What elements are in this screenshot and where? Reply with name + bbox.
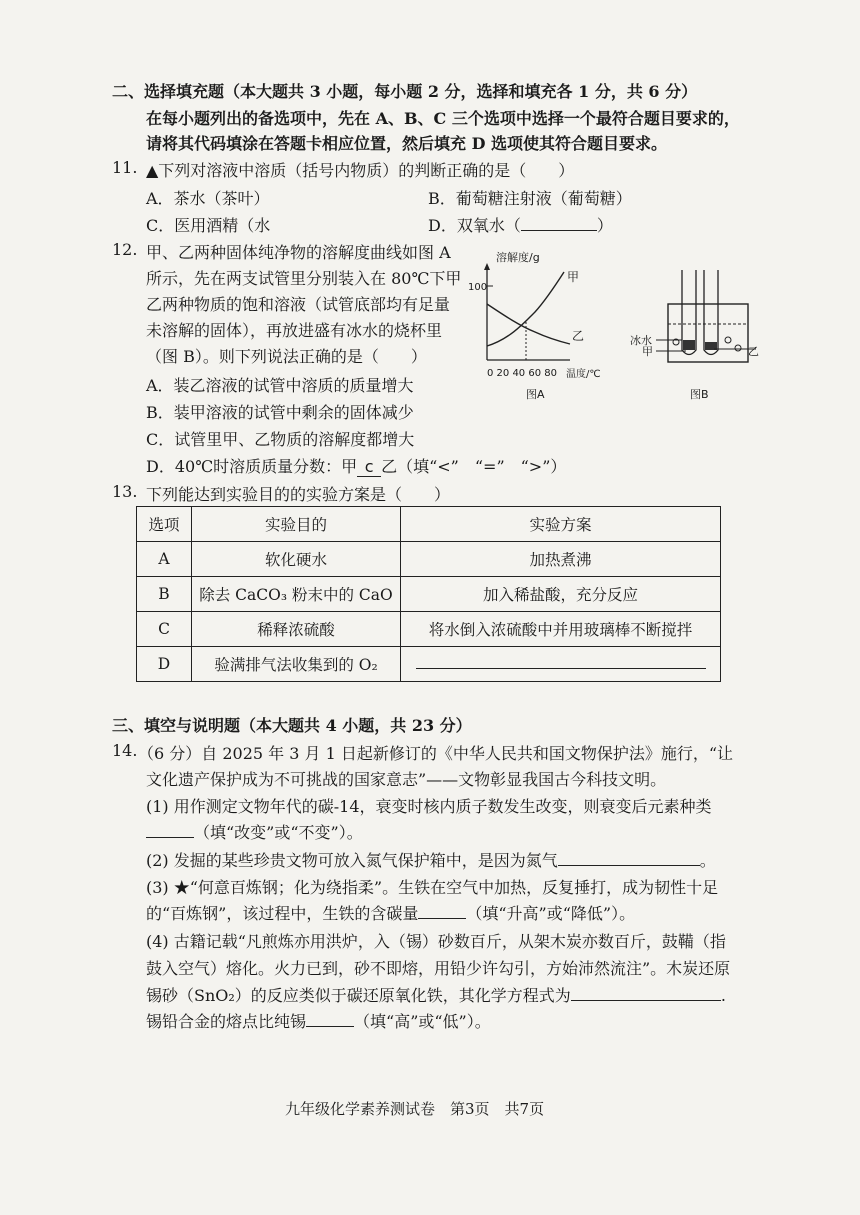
- graph-a-ylabel: 溶解度/g: [496, 251, 540, 264]
- q12-line-2: 所示，先在两支试管里分别装入在 80℃下甲: [146, 269, 462, 288]
- q14-part1-line1: (1) 用作测定文物年代的碳-14，衰变时核内质子数发生改变，则衰变后元素种类: [146, 797, 712, 816]
- section2-instruction-2: 请将其代码填涂在答题卡相应位置，然后填充 D 选项使其符合题目要求。: [146, 134, 668, 153]
- q14-part2: (2) 发掘的某些珍贵文物可放入氮气保护箱中，是因为氮气 。: [146, 851, 716, 870]
- q14-part3-suffix: （填“升高”或“降低”）。: [466, 904, 636, 923]
- q13-answer-blank[interactable]: [416, 667, 706, 669]
- q14-part4-text: 锡砂（SnO₂）的反应类似于碳还原氧化铁，其化学方程式为: [146, 986, 571, 1005]
- graph-a-caption: 图A: [526, 388, 545, 401]
- table-cell-plan: 加热煮沸: [401, 542, 721, 577]
- q14-part4-line2: 鼓入空气）熔化。火力已到，砂不即熔，用铅少许勾引，方始沛然流注”。木炭还原: [146, 959, 731, 978]
- table-header-purpose: 实验目的: [192, 507, 401, 542]
- q12-option-a: A．装乙溶液的试管中溶质的质量增大: [146, 376, 414, 395]
- ice-cube-3: [735, 345, 741, 351]
- q14-part1-line2: [146, 820, 363, 843]
- table-row: [137, 577, 721, 612]
- q14-part4-line1: (4) 古籍记载“凡煎炼亦用洪炉，入（锡）砂数百斤，从架木炭亦数百斤，鼓鞴（指: [146, 932, 726, 951]
- table-row: [137, 542, 721, 577]
- graph-a-label-jia: 甲: [567, 270, 580, 284]
- q11-stem: ▲下列对溶液中溶质（括号内物质）的判断正确的是（ ）: [146, 161, 575, 180]
- q12-line-1: 甲、乙两种固体纯净物的溶解度曲线如图 A: [146, 243, 451, 262]
- graph-a-y-arrow: [484, 263, 490, 270]
- section3-heading: 三、填空与说明题（本大题共 4 小题，共 23 分）: [112, 716, 472, 735]
- table-cell-plan-blank[interactable]: [401, 647, 721, 682]
- q13-number: 13.: [112, 482, 138, 501]
- q12-line-3: 乙两种物质的饱和溶液（试管底部均有足量: [146, 295, 451, 314]
- q12-line-4: 未溶解的固体），再放进盛有冰水的烧杯里: [146, 321, 443, 340]
- q11-option-c: C．医用酒精（水: [146, 216, 271, 235]
- table-header-option: 选项: [137, 507, 192, 542]
- table-cell-option: A: [137, 542, 192, 577]
- q14-part3-text: 的“百炼钢”，该过程中，生铁的含碳量: [146, 904, 419, 923]
- q11-answer-blank[interactable]: [521, 229, 597, 231]
- q12-option-c: C．试管里甲、乙物质的溶解度都增大: [146, 430, 415, 449]
- table-cell-plan: 将水倒入浓硫酸中并用玻璃棒不断搅拌: [401, 612, 721, 647]
- table-row: [137, 647, 721, 682]
- solid-jia: [683, 340, 695, 350]
- q14-number: 14.: [112, 741, 138, 760]
- table-cell-option: D: [137, 647, 192, 682]
- experiment-table: [136, 506, 721, 682]
- q11-option-d: [428, 213, 613, 236]
- table-cell-purpose: 验满排气法收集到的 O₂: [192, 647, 401, 682]
- q11-option-b: B．葡萄糖注射液（葡萄糖）: [428, 189, 632, 208]
- test-tube-figure-b: [628, 262, 763, 407]
- section2-heading: 二、选择填充题（本大题共 3 小题，每小题 2 分，选择和填充各 1 分，共 6 分）: [112, 82, 698, 101]
- q12-option-d-prefix: D．40℃时溶质质量分数：甲: [146, 457, 358, 476]
- q14-part3-blank[interactable]: [418, 917, 466, 919]
- q14-part4-melting-text: 锡铅合金的熔点比纯锡: [146, 1012, 307, 1031]
- q14-part4-suffix: （填“高”或“低”）。: [354, 1012, 491, 1031]
- q12-option-d: [146, 454, 566, 477]
- table-cell-purpose: 稀释浓硫酸: [192, 612, 401, 647]
- figure-b-caption: 图B: [690, 388, 709, 401]
- solubility-graph-a: [468, 244, 630, 409]
- q12-option-b: B．装甲溶液的试管中剩余的固体减少: [146, 403, 414, 422]
- q11-option-a: A．茶水（茶叶）: [146, 189, 270, 208]
- table-cell-option: C: [137, 612, 192, 647]
- q12-line-5: （图 B）。则下列说法正确的是（ ）: [146, 347, 427, 366]
- table-cell-purpose: 除去 CaCO₃ 粉末中的 CaO: [192, 577, 401, 612]
- q12-number: 12.: [112, 240, 138, 259]
- table-header-row: [137, 507, 721, 542]
- table-cell-option: B: [137, 577, 192, 612]
- graph-a-curve-yi: [487, 304, 570, 344]
- table-cell-plan: 加入稀盐酸，充分反应: [401, 577, 721, 612]
- q14-part3-line2: [146, 901, 635, 924]
- figure-b-label-jia: 甲: [642, 345, 653, 358]
- q14-part4-melting-blank[interactable]: [306, 1025, 354, 1027]
- ice-cube-2: [725, 337, 731, 343]
- graph-a-label-yi: 乙: [572, 329, 585, 343]
- q13-stem: 下列能达到实验目的的实验方案是（ ）: [146, 485, 451, 504]
- q14-intro-1: （6 分）自 2025 年 3 月 1 日起新修订的《中华人民共和国文物保护法》施行，“让: [138, 744, 734, 763]
- figure-b-label-ice: 冰水: [630, 334, 652, 347]
- q14-part4-line3: 锡砂（SnO₂）的反应类似于碳还原氧化铁，其化学方程式为 .: [146, 986, 726, 1005]
- q14-part2-text: (2) 发掘的某些珍贵文物可放入氮气保护箱中，是因为氮气: [146, 851, 558, 870]
- graph-a-xticks: 0 20 40 60 80: [487, 368, 557, 379]
- table-row: [137, 612, 721, 647]
- figure-b-label-yi: 乙: [748, 345, 759, 358]
- q11-option-d-prefix: D．双氧水（: [428, 216, 521, 235]
- graph-a-ytick-100: 100: [468, 282, 488, 293]
- table-cell-purpose: 软化硬水: [192, 542, 401, 577]
- section2-instruction-1: 在每小题列出的备选项中，先在 A、B、C 三个选项中选择一个最符合题目要求的，: [146, 109, 740, 128]
- q12-answer-blank[interactable]: c: [357, 457, 381, 477]
- graph-a-xlabel: 温度/℃: [566, 369, 601, 380]
- q12-option-d-suffix: 乙（填“<” “=” “>”）: [381, 457, 567, 476]
- q11-number: 11.: [112, 158, 138, 177]
- q14-part4-equation-blank[interactable]: [571, 999, 721, 1001]
- q14-part1-suffix: （填“改变”或“不变”）。: [194, 823, 363, 842]
- q14-intro-2: 文化遗产保护成为不可挑战的国家意志”——文物彰显我国古今科技文明。: [146, 770, 667, 789]
- test-tube-yi: [704, 270, 718, 355]
- q14-part3-line1: (3) ★“何意百炼钢；化为绕指柔”。生铁在空气中加热，反复捶打，成为韧性十足: [146, 878, 719, 897]
- q14-part4-line4: [146, 1009, 491, 1032]
- q14-part2-blank[interactable]: [558, 864, 700, 866]
- q11-option-d-suffix: ）: [596, 216, 613, 235]
- page-footer: 九年级化学素养测试卷 第3页 共7页: [285, 1100, 545, 1118]
- q14-part1-blank[interactable]: [146, 836, 194, 838]
- table-header-plan: 实验方案: [401, 507, 721, 542]
